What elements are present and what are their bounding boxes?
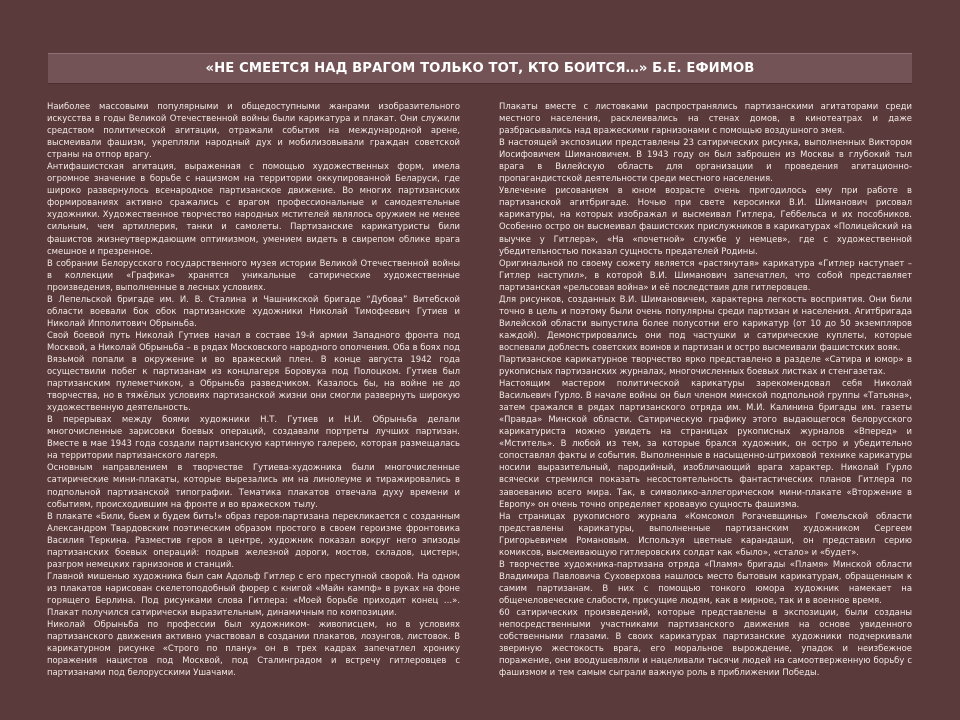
paragraph: Наиболее массовыми популярными и общедоступными жанрами изобразительного искусства в годы Великой Отечественной войны были карикатура и плакат. Они служили средством политической агитации, отражали события на международной арене, высмеивали фашизм, укрепляли народный дух и мобилизовывали граждан советской страны на отпор врагу. [47, 101, 460, 160]
paragraph: Настоящим мастером политической карикатуры зарекомендовал себя Николай Васильевич Гурло. В начале войны он был членом минской подпольной группы «Татьяна», затем сражался в рядах партизанского отряда им. М.И. Калинина бригады им. газеты «Правда» Минской области. Сатирическую графику этого выдающегося белорусского карикатуриста можно увидеть на страницах рукописных журналов «Вперед» и «Мститель». В любой из тем, за которые брался художник, он остро и убедительно сопоставлял факты и события. Выполненные в насыщенно-штриховой технике карикатуры носили выразительный, пародийный, изобличающий врага характер. Николай Гурло всячески стремился показать несостоятельность фантастических планов Гитлера по завоеванию всего мира. Так, в символико-аллегорическом мини-плакате «Вторжение в Европу» он очень точно определяет кровавую сущность фашизма. [499, 378, 912, 509]
paragraph: В Лепельской бригаде им. И. В. Сталина и Чашникской бригаде “Дубова” Витебской области воевали бок обок партизанские художники Николай Тимофеевич Гутиев и Николай Ипполитович Обрыньба. [47, 293, 460, 328]
paragraph: В собрании Белорусского государственного музея истории Великой Отечественной войны в коллекции «Графика» хранятся уникальные сатирические художественные произведения, выполненные в лесных условиях. [47, 257, 460, 292]
right-text-column [499, 100, 912, 700]
paragraph: Для рисунков, созданных В.И. Шимановичем, характерна легкость восприятия. Они били точно в цель и поэтому были очень популярны среди партизан и населения. Агитбригада Вилейской области выпустила более полусотни его карикатур (от 10 до 50 экземпляров каждой). Демонстрировались они под частушки и сатирические куплеты, которые воспевали доблесть советских воинов и партизан и остро высмеивали фашистских вояк. [499, 293, 912, 352]
paragraph: Антифашистская агитация, выраженная с помощью художественных форм, имела огромное значение в борьбе с нацизмом на территории оккупированной Беларуси, где широко развернулось всенародное партизанское движение. Во многих партизанских формированиях активно сражались с врагом профессиональные и самодеятельные художники. Художественное творчество народных мстителей являлось оружием не менее сильным, чем артиллерия, танки и самолеты. Партизанские карикатуристы били фашистов жизнеутверждающим оптимизмом, умением видеть в свирепом облике врага смешное и презренное. [47, 161, 460, 256]
paragraph: Оригинальной по своему сюжету является «растянутая» карикатура «Гитлер наступает – Гитлер наступил», в которой В.И. Шиманович запечатлел, что собой представляет партизанская «рельсовая война» и её последствия для гитлеровцев. [499, 257, 912, 292]
paragraph: Основным направлением в творчестве Гутиева-художника были многочисленные сатирические мини-плакаты, которые вырезались им на линолеуме и тиражировались в подпольной партизанской типографии. Тематика плакатов отвечала духу времени и событиям, происходившим на фронте и во вражеском тылу. [47, 462, 460, 509]
paragraph: Партизанское карикатурное творчество ярко представлено в разделе «Сатира и юмор» в рукописных партизанских журналах, многочисленных боевых листках и стенгазетах. [499, 353, 912, 377]
paragraph: Главной мишенью художника был сам Адольф Гитлер с его преступной сворой. На одном из плакатов нарисован скелетоподобный фюрер с книгой «Майн кампф» в руках на фоне горящего Берлина. Под рисунками слова Гитлера: «Моей борьбе приходит конец …». Плакат получился сатирически выразительным, динамичным по композиции. [47, 570, 460, 617]
paragraph: 60 сатирических произведений, которые представлены в экспозиции, были созданы непосредственными участниками партизанского движения на основе увиденного собственными глазами. В своих карикатурах партизанские художники подчеркивали звериную жестокость врага, его моральное вырождение, упадок и неизбежное поражение, они воодушевляли и нацеливали тысячи людей на самоотверженную борьбу с фашизмом и тем самым сыграли важную роль в приближении Победы. [499, 606, 912, 678]
paragraph: Свой боевой путь Николай Гутиев начал в составе 19-й армии Западного фронта под Москвой, а Николай Обрыньба – в рядах Московского народного ополчения. Оба в боях под Вязьмой попали в окружение и во вражеский плен. В конце августа 1942 года осуществили побег к партизанам из концлагеря Боровуха под Полоцком. Гутиев был партизанским пулеметчиком, а Обрыньба разведчиком. Казалось бы, на войне не до творчества, но в тяжёлых условиях партизанской жизни они смогли развернуть широкую художественную деятельность. [47, 329, 460, 413]
paragraph: В плакате «Били, бьем и будем бить!» образ героя-партизана перекликается с созданным Александром Твардовским поэтическим образом простого в своем героизме фронтовика Василия Теркина. Разместив героя в центре, художник показал вокруг него эпизоды партизанских боевых операций: подрыв железной дороги, мостов, складов, цистерн, разгром немецких гарнизонов и станций. [47, 510, 460, 569]
paragraph: В перерывах между боями художники Н.Т. Гутиев и Н.И. Обрыньба делали многочисленные зарисовки боевых операций, создавали портреты лучших партизан. Вместе в мае 1943 года создали партизанскую картинную галерею, которая размещалась на территории партизанского лагеря. [47, 414, 460, 461]
paragraph: Николай Обрыньба по профессии был художником- живописцем, но в условиях партизанского движения активно участвовал в создании плакатов, лозунгов, листовок. В карикатурном рисунке «Строго по плану» он в трех кадрах запечатлел хронику поражения нацистов под Москвой, под Сталинградом и встречу гитлеровцев с партизанами под белорусскими Ушачами. [47, 619, 460, 678]
paragraph: В творчестве художника-партизана отряда «Пламя» бригады «Пламя» Минской области Владимира Павловича Суховерхова нашлось место бытовым карикатурам, обращенным к самим партизанам. В них с помощью тонкого юмора художник намекает на общечеловеческие слабости, присущие людям, как в мирное, так и в военное время. [499, 558, 912, 605]
paragraph: Плакаты вместе с листовками распространялись партизанскими агитаторами среди местного населения, расклеивались на стенах домов, в кинотеатрах и даже разбрасывались над вражескими гарнизонами с помощью воздушного змея. [499, 101, 912, 136]
page-title: «НЕ СМЕЕТСЯ НАД ВРАГОМ ТОЛЬКО ТОТ, КТО БОИТСЯ…» Б.Е. ЕФИМОВ [48, 53, 912, 84]
paragraph: В настоящей экспозиции представлены 23 сатирических рисунка, выполненных Виктором Иосифовичем Шимановичем. В 1943 году он был заброшен из Москвы в глубокий тыл врага в Вилейскую область для организации и проведения агитационно- пропагандистской деятельности среди местного населения. [499, 137, 912, 184]
left-text-column [47, 100, 460, 700]
paragraph: Увлечение рисованием в юном возрасте очень пригодилось ему при работе в партизанской агитбригаде. Ночью при свете керосинки В.И. Шиманович рисовал карикатуры, на которых изображал и высмеивал Гитлера, Геббельса и их пособников. Особенно остро он высмеивал фашистских прислужников в карикатурах «Полицейский на выучке у Гитлера», «На «почетной» службе у немцев», где с художественной убедительностью показал сущность предателей Родины. [499, 185, 912, 256]
paragraph: На страницах рукописного журнала «Комсомол Рогачевщины» Гомельской области представлены карикатуры, выполненные партизанским художником Сергеем Григорьевичем Романовым. Используя цветные карандаши, он представил серию комиксов, высмеивающую гитлеровских солдат как «было», «стало» и «будет». [499, 510, 912, 557]
